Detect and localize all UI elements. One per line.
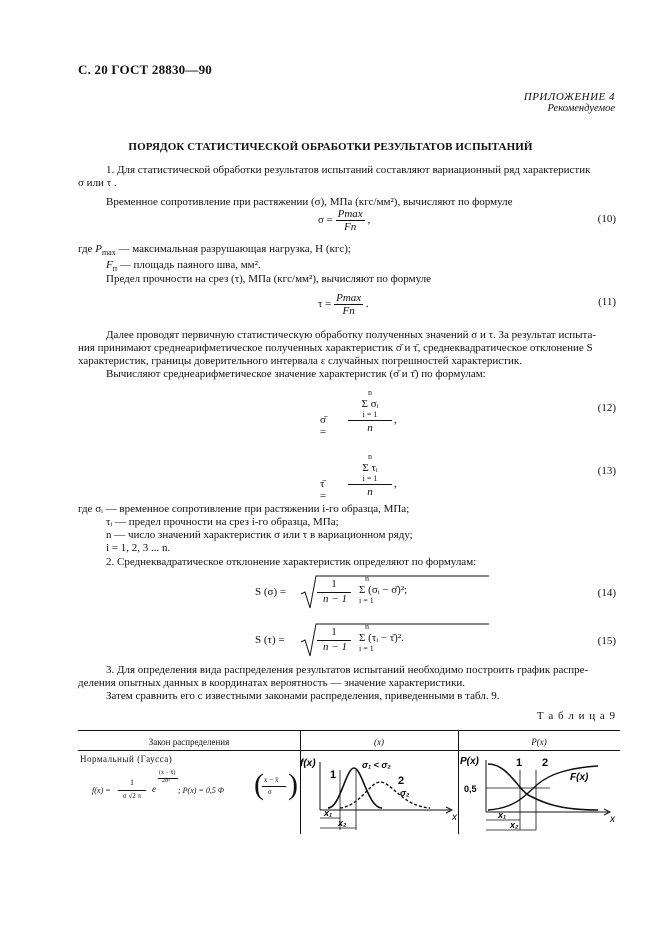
formula-12-tail: , bbox=[394, 414, 397, 426]
paragraph-1-line-2: σ или τ . bbox=[78, 177, 117, 189]
formula-fx-exp-den: 2σ² bbox=[162, 778, 171, 784]
formula-13-tail: , bbox=[394, 478, 397, 490]
density-relation-label: σ₁ < σ₂ bbox=[362, 760, 391, 770]
formula-15-top: n bbox=[365, 622, 369, 631]
formula-14-sum: Σ (σᵢ − σ̄)²; bbox=[359, 584, 408, 596]
formula-10-tail: , bbox=[367, 214, 371, 227]
formula-12-top: n bbox=[368, 388, 372, 397]
appendix-label bbox=[524, 91, 615, 115]
distribution-table bbox=[78, 730, 620, 834]
formula-14-frac-num: 1 bbox=[331, 578, 337, 590]
formula-13-lhs: τ̄ = bbox=[320, 478, 327, 502]
appendix-status: Рекомендуемое bbox=[547, 103, 615, 114]
formula-fx-one: 1 bbox=[130, 778, 134, 787]
paragraph-3: Предел прочности на срез (τ), МПа (кгс/мм²), вычисляют по формуле bbox=[106, 273, 431, 285]
formula-15-number: (15) bbox=[597, 635, 616, 647]
cumulative-graph bbox=[458, 750, 620, 834]
formula-11-tail: . bbox=[365, 298, 369, 311]
table-header-fx: (x) bbox=[374, 737, 384, 747]
appendix-number: ПРИЛОЖЕНИЕ 4 bbox=[523, 91, 615, 103]
formula-15-subscript: i = 1 bbox=[359, 644, 374, 653]
formula-fx-exp-num: (x − x̄) bbox=[159, 770, 176, 776]
paragraph-6: 2. Среднеквадратическое отклонение характеристик определяют по формулам: bbox=[106, 556, 477, 568]
formula-12-numerator: Σ σᵢ bbox=[361, 398, 379, 410]
cumulative-y-label: P(x) bbox=[460, 756, 479, 767]
table-header-law: Закон распределения bbox=[148, 737, 230, 747]
formula-13-subscript: i = 1 bbox=[362, 474, 378, 483]
symbol-f: F bbox=[106, 259, 113, 271]
formula-15 bbox=[255, 622, 485, 658]
formula-11-lhs: τ = bbox=[318, 298, 332, 311]
formula-10-number: (10) bbox=[597, 213, 616, 225]
density-y-label: f(x) bbox=[300, 758, 316, 769]
cumulative-half-label: 0,5 bbox=[464, 784, 477, 794]
formula-12-denominator: n bbox=[367, 422, 373, 434]
paragraph-8: Затем сравнить его с известными законами распределения, приведенными в табл. 9. bbox=[106, 690, 500, 702]
formula-14-top: n bbox=[365, 574, 369, 583]
formula-px-label: ; P(x) = 0,5 Φ bbox=[178, 786, 224, 795]
normal-law-formula bbox=[92, 770, 297, 820]
density-x2-label: x₂ bbox=[338, 818, 347, 828]
cumulative-curve-1 bbox=[488, 764, 598, 810]
formula-14-number: (14) bbox=[597, 587, 616, 599]
formula-13-number: (13) bbox=[597, 465, 616, 477]
formula-10-denominator: Fп bbox=[344, 221, 357, 233]
paragraph-7-line-1: 3. Для определения вида распределения результатов испытаний необходимо построить график распре- bbox=[106, 664, 589, 676]
cumulative-x-label: x bbox=[610, 814, 615, 825]
symbol-p: P bbox=[95, 243, 102, 255]
page-header: С. 20 ГОСТ 28830—90 bbox=[78, 62, 212, 77]
symbol-p-sub: max bbox=[101, 248, 116, 258]
formula-14-frac-den: n − 1 bbox=[323, 593, 347, 605]
formula-13-top: n bbox=[368, 452, 372, 461]
formula-14-lhs: S (σ) = bbox=[255, 586, 287, 598]
density-curve-1-label: 1 bbox=[330, 769, 337, 781]
paragraph-2: Временное сопротивление при растяжении (σ), МПа (кгс/мм²), вычисляют по формуле bbox=[106, 196, 513, 208]
formula-fx-label: f(x) = bbox=[92, 786, 111, 795]
paragraph-7-line-2: деления опытных данных в координатах вероятность — значение характеристики. bbox=[78, 677, 466, 689]
formula-12-number: (12) bbox=[597, 402, 616, 414]
section-title: ПОРЯДОК СТАТИСТИЧЕСКОЙ ОБРАБОТКИ РЕЗУЛЬТАТОВ ИСПЫТАНИЙ bbox=[128, 141, 533, 153]
definition-sigma-i: где σᵢ — временное сопротивление при растяжении i-го образца, МПа; bbox=[78, 503, 410, 515]
definition-fp-text: — площадь паяного шва, мм². bbox=[119, 259, 261, 271]
table-header-px: P(x) bbox=[531, 737, 547, 747]
formula-10-lhs: σ = bbox=[318, 214, 333, 227]
paragraph-1-line-1: 1. Для статистической обработки результатов испытаний составляют вариационный ряд характеристик bbox=[106, 164, 591, 176]
formula-14-subscript: i = 1 bbox=[359, 596, 374, 605]
formula-12-lhs: σ̄ = bbox=[320, 414, 327, 438]
formula-11 bbox=[318, 292, 369, 317]
formula-px-num: x − x̄ bbox=[264, 776, 279, 784]
density-curve-2-label: 2 bbox=[398, 775, 405, 787]
formula-11-denominator: Fп bbox=[342, 305, 355, 317]
table-caption: Т а б л и ц а 9 bbox=[536, 710, 616, 722]
paragraph-4-line-2: ния принимают среднеарифметическое полученных характеристик σ̄ и τ̄, среднеквадратическое отклонение S bbox=[78, 342, 593, 354]
paragraph-4-line-3: характеристик, границы доверительного интервала ε случайных погрешностей характеристик. bbox=[78, 355, 522, 367]
definition-tau-i: τᵢ — предел прочности на срез i-го образца, МПа; bbox=[106, 516, 339, 528]
density-graph bbox=[300, 750, 458, 834]
density-sigma2-label: σ₂ bbox=[400, 788, 410, 798]
formula-13-denominator: n bbox=[367, 486, 373, 498]
cumulative-curve-1-label: 1 bbox=[516, 757, 523, 769]
formula-fx-exp: e bbox=[152, 784, 156, 794]
paragraph-4-line-1: Далее проводят первичную статистическую обработку полученных значений σ и τ. За результат испыта- bbox=[106, 329, 597, 341]
formula-15-frac-den: n − 1 bbox=[323, 641, 347, 653]
definition-prefix: где bbox=[78, 243, 93, 255]
definition-n: n — число значений характеристик σ или τ в вариационном ряду; bbox=[106, 529, 413, 541]
formula-10-numerator: Pmax bbox=[337, 208, 363, 220]
definition-i: i = 1, 2, 3 ... n. bbox=[106, 542, 171, 554]
paren-right: ) bbox=[288, 768, 298, 801]
formula-15-sum: Σ (τᵢ − τ̄)². bbox=[359, 632, 404, 644]
formula-14 bbox=[255, 574, 485, 610]
paren-left: ( bbox=[254, 768, 264, 801]
cumulative-x1-label: x₁ bbox=[498, 810, 507, 820]
formula-fx-denominator: σ √2 π bbox=[122, 792, 142, 800]
density-x1-label: x₁ bbox=[324, 808, 333, 818]
formula-px-den: σ bbox=[268, 788, 272, 796]
formula-15-lhs: S (τ) = bbox=[255, 634, 285, 646]
paragraph-5: Вычисляют среднеарифметическое значение характеристик (σ̄ и τ̄) по формулам: bbox=[106, 368, 486, 380]
formula-15-frac-num: 1 bbox=[331, 626, 337, 638]
symbol-f-sub: п bbox=[112, 264, 118, 274]
formula-10 bbox=[318, 208, 370, 233]
formula-12-subscript: i = 1 bbox=[362, 410, 378, 419]
density-curve-2 bbox=[340, 782, 430, 808]
definition-pmax bbox=[78, 243, 351, 259]
density-x-label: x bbox=[452, 812, 457, 823]
formula-11-numerator: Pmax bbox=[336, 292, 362, 304]
formula-11-number: (11) bbox=[598, 296, 616, 308]
cumulative-curve-2-label: 2 bbox=[542, 757, 549, 769]
definition-pmax-text: — максимальная разрушающая нагрузка, Н (кгс); bbox=[118, 243, 351, 255]
formula-13-numerator: Σ τᵢ bbox=[362, 462, 378, 474]
law-name: Нормальный (Гаусса) bbox=[80, 754, 173, 764]
cumulative-x2-label: x₂ bbox=[510, 820, 519, 830]
cumulative-fx-label: F(x) bbox=[570, 772, 589, 783]
